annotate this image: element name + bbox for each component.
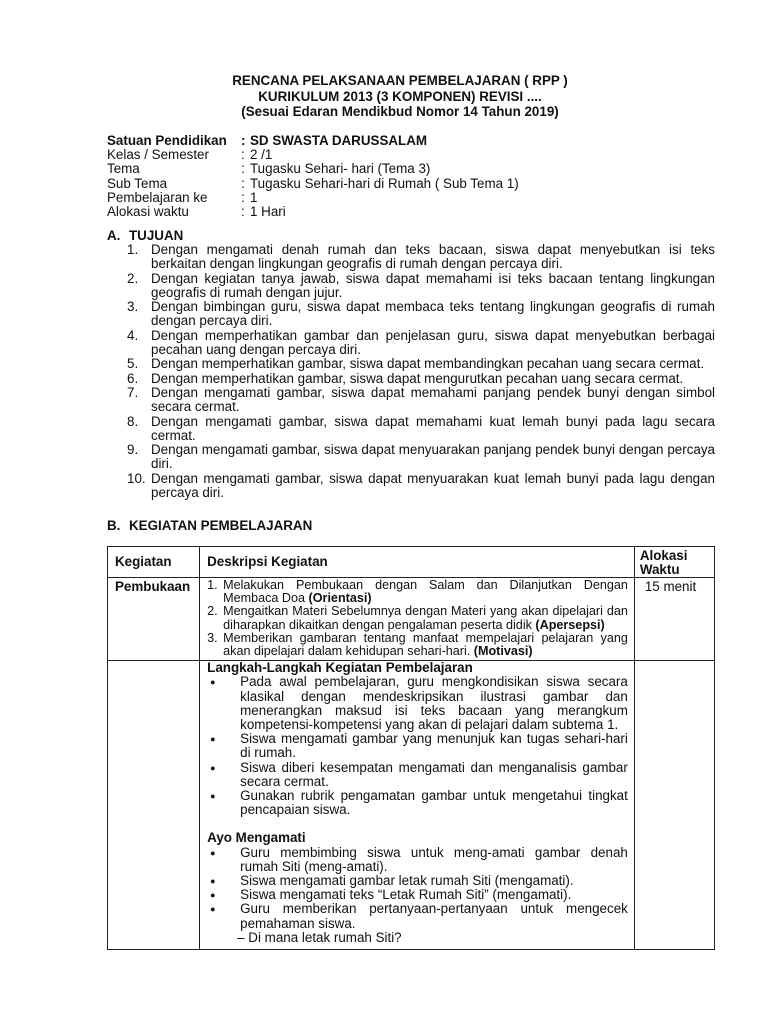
- header-deskripsi: [200, 547, 635, 578]
- langkah-heading: Langkah-Langkah Kegiatan Pembelajaran: [207, 660, 473, 676]
- title-line-1: RENCANA PELAKSANAAN PEMBELAJARAN ( RPP ): [232, 73, 568, 88]
- section-a-heading: [107, 228, 183, 243]
- bullet-item: [207, 846, 628, 874]
- table-header-row: [108, 547, 715, 578]
- ayo-heading: Ayo Mengamati: [207, 830, 306, 846]
- step-text-body: Mengaitkan Materi Sebelumnya dengan Materi yang akan dipelajari dan diharapkan dikaitkan dengan pengalaman peserta didik: [223, 604, 628, 632]
- info-colon: :: [241, 161, 245, 177]
- bullet-item: [207, 888, 628, 902]
- step-number: 1.: [207, 578, 218, 592]
- bullet-icon: ●: [210, 791, 216, 802]
- waktu-cell: [634, 661, 714, 950]
- inti-content: [200, 661, 634, 949]
- step-number: 3.: [207, 630, 218, 645]
- bullet-text: Siswa diberi kesempatan mengamati dan menganalisis gambar secara cermat.: [240, 759, 628, 789]
- list-item: [207, 632, 628, 658]
- list-item: [127, 443, 715, 472]
- info-label: Tema: [107, 161, 140, 177]
- title-line-3: (Sesuai Edaran Mendikbud Nomor 14 Tahun 2019): [241, 104, 559, 119]
- item-number: 5.: [127, 356, 139, 372]
- item-text: Dengan mengamati denah rumah dan teks bacaan, siswa dapat menyebutkan isi teks berkaitan dengan lingkungan geografis di rumah dengan percaya diri.: [151, 242, 715, 272]
- item-number: 4.: [127, 327, 139, 343]
- list-item: [127, 300, 715, 329]
- table-row: [108, 578, 715, 661]
- section-letter: B.: [107, 518, 121, 533]
- kegiatan-cell: [108, 661, 200, 950]
- bullet-icon: ●: [210, 904, 216, 915]
- document-title: [0, 73, 768, 120]
- item-number: 6.: [127, 370, 139, 386]
- info-value: 2 /1: [250, 147, 273, 163]
- bullet-icon: ●: [210, 847, 216, 858]
- item-number: 7.: [127, 384, 139, 400]
- sub-question: – Di mana letak rumah Siti?: [237, 929, 402, 945]
- step-text-bold: (Orientasi): [308, 591, 372, 606]
- bullet-icon: ●: [210, 890, 216, 901]
- bullet-item: [207, 789, 628, 817]
- info-value: Tugasku Sehari-hari di Rumah ( Sub Tema 1): [250, 175, 519, 191]
- kegiatan-cell: [108, 578, 200, 661]
- section-title: TUJUAN: [129, 228, 184, 243]
- info-label: Satuan Pendidikan: [107, 133, 227, 148]
- header-waktu: [634, 547, 714, 578]
- list-item: [127, 386, 715, 415]
- info-row: [107, 191, 727, 205]
- list-item: [207, 605, 628, 631]
- bullet-icon: ●: [210, 734, 216, 745]
- bullet-text: Siswa mengamati gambar letak rumah Siti (mengamati).: [240, 873, 574, 889]
- info-value: 1: [250, 189, 258, 205]
- list-item: [127, 329, 715, 358]
- item-number: 8.: [127, 413, 139, 429]
- bullet-text: Guru memberikan pertanyaan-pertanyaan untuk mengecek pemahaman siswa.: [240, 901, 628, 931]
- list-item: [127, 357, 715, 371]
- tujuan-list: [127, 243, 715, 500]
- item-number: 1.: [127, 242, 139, 257]
- list-item: [127, 372, 715, 386]
- item-text: Dengan mengamati gambar, siswa dapat memahami kuat lemah bunyi pada lagu secara cermat.: [151, 413, 715, 443]
- item-text: Dengan bimbingan guru, siswa dapat membaca teks tentang lingkungan geografis di rumah dengan percaya diri.: [151, 299, 715, 329]
- item-text: Dengan mengamati gambar, siswa dapat menyuarakan panjang pendek bunyi dengan percaya diri.: [151, 442, 715, 472]
- section-letter: A.: [107, 228, 121, 243]
- list-item: [127, 415, 715, 444]
- step-text-body: Melakukan Pembukaan dengan Salam dan Dilanjutkan Dengan Membaca Doa: [223, 578, 628, 606]
- section-title: KEGIATAN PEMBELAJARAN: [129, 518, 313, 533]
- info-colon: :: [241, 204, 245, 220]
- bullet-icon: ●: [210, 677, 216, 688]
- bullet-icon: ●: [210, 762, 216, 773]
- bullet-icon: ●: [210, 876, 216, 887]
- info-value: 1 Hari: [250, 204, 286, 220]
- waktu-cell: [634, 578, 714, 661]
- item-text: Dengan memperhatikan gambar, siswa dapat mengurutkan pecahan uang secara cermat.: [151, 370, 684, 386]
- info-row: [107, 162, 727, 176]
- item-number: 9.: [127, 442, 139, 458]
- table-row: [108, 661, 715, 950]
- header-deskripsi-label: Deskripsi Kegiatan: [207, 554, 328, 569]
- title-line-2: KURIKULUM 2013 (3 KOMPONEN) REVISI ....: [258, 88, 542, 104]
- step-text: [223, 605, 628, 631]
- bullet-item: [207, 675, 628, 732]
- info-label: Sub Tema: [107, 175, 168, 191]
- info-label: Pembelajaran ke: [107, 189, 208, 205]
- info-row: [107, 205, 727, 219]
- item-text: Dengan mengamati gambar, siswa dapat menyuarakan kuat lemah bunyi pada lagu dengan percaya diri.: [151, 470, 715, 501]
- bullet-text: Siswa mengamati teks “Letak Rumah Siti” (mengamati).: [240, 887, 572, 903]
- header-kegiatan-label: Kegiatan: [115, 554, 172, 569]
- bullet-text: Guru membimbing siswa untuk meng-amati gambar denah rumah Siti (meng-amati).: [240, 844, 628, 874]
- bullet-text: Siswa mengamati gambar yang menunjuk kan tugas sehari-hari di rumah.: [240, 731, 628, 761]
- step-number: 2.: [207, 604, 218, 619]
- item-number: 10.: [127, 470, 146, 486]
- info-value: Tugasku Sehari- hari (Tema 3): [250, 161, 431, 177]
- pembukaan-label: Pembukaan: [115, 579, 191, 594]
- step-text: [223, 579, 628, 605]
- info-row: [107, 134, 727, 148]
- bullet-item: [207, 761, 628, 789]
- info-colon: :: [241, 189, 245, 205]
- list-item: [127, 472, 715, 501]
- kegiatan-table: [107, 546, 715, 950]
- header-kegiatan: [108, 547, 200, 578]
- deskripsi-cell: [200, 661, 635, 950]
- header-waktu-label: Alokasi Waktu: [639, 548, 688, 577]
- list-item: [127, 243, 715, 272]
- bullet-text: Gunakan rubrik pengamatan gambar untuk mengetahui tingkat pencapaian siswa.: [240, 788, 628, 818]
- item-text: Dengan kegiatan tanya jawab, siswa dapat memahami isi teks bacaan tentang lingkungan geografis di rumah dengan jujur.: [151, 270, 715, 300]
- info-row: [107, 177, 727, 191]
- item-number: 2.: [127, 270, 139, 286]
- item-text: Dengan memperhatikan gambar, siswa dapat membandingkan pecahan uang secara cermat.: [151, 356, 705, 372]
- section-b-heading: [107, 518, 312, 533]
- info-colon: :: [241, 133, 246, 148]
- info-label: Alokasi waktu: [107, 204, 189, 220]
- item-text: Dengan mengamati gambar, siswa dapat memahami panjang pendek bunyi dengan simbol secara cermat.: [151, 384, 715, 415]
- item-number: 3.: [127, 299, 139, 315]
- step-text-bold: (Motivasi): [473, 644, 533, 659]
- bullet-item: [207, 732, 628, 760]
- info-colon: :: [241, 175, 245, 191]
- identity-block: [107, 134, 727, 219]
- step-text-bold: (Apersepsi): [535, 617, 605, 632]
- step-text-body: Memberikan gambaran tentang manfaat mempelajari pelajaran yang akan dipelajari dalam kehidupan sehari-hari.: [223, 630, 628, 659]
- list-item: [127, 272, 715, 301]
- bullet-text: Pada awal pembelajaran, guru mengkondisikan siswa secara klasikal dengan mendeskripsikan ilustrasi gambar dan menerangkan maksud isi teks bacaan yang merangkum kompetensi-kompetensi yang akan di pelajari dalam subtema 1.: [240, 674, 628, 733]
- info-value: SD SWASTA DARUSSALAM: [250, 133, 428, 148]
- bullet-item: [207, 874, 628, 888]
- waktu-value: 15 menit: [644, 579, 697, 594]
- pembukaan-steps: [200, 578, 634, 660]
- item-text: Dengan memperhatikan gambar dan penjelasan guru, siswa dapat menyebutkan berbagai pecahan uang dengan percaya diri.: [151, 327, 715, 358]
- info-row: [107, 148, 727, 162]
- bullet-item: [207, 902, 628, 930]
- info-colon: :: [241, 147, 245, 163]
- info-label: Kelas / Semester: [107, 147, 209, 163]
- deskripsi-cell: [200, 578, 635, 661]
- spacer: [207, 817, 628, 831]
- list-item: [207, 579, 628, 605]
- step-text: [223, 632, 628, 658]
